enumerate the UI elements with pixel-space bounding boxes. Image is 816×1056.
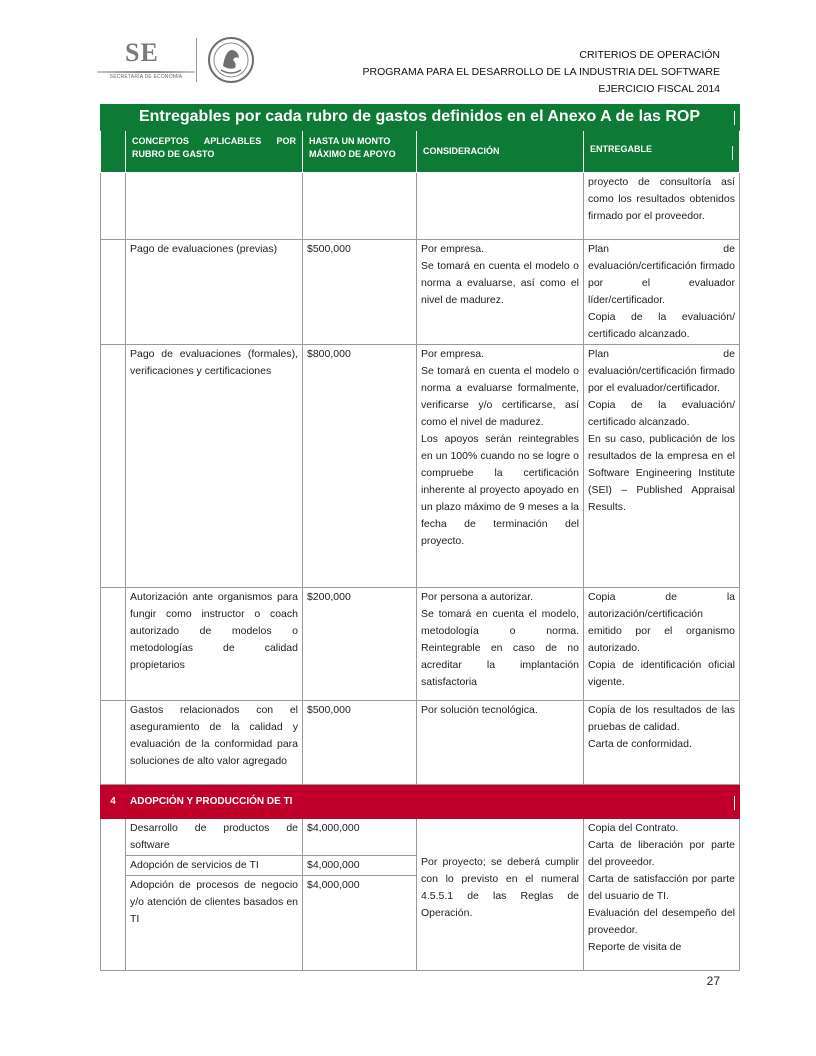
consideracion-text: Por proyecto; se deberá cumplir con lo previsto en el numeral 4.5.5.1 de las Reglas de Operación. xyxy=(421,856,579,919)
consideracion-text: Se tomará en cuenta el modelo, metodología o norma. Reintegrable en caso de no acreditar la implantación satisfactoria xyxy=(421,608,579,688)
document-header xyxy=(363,47,720,98)
consideracion-cell xyxy=(417,819,584,971)
entregable-cell xyxy=(584,588,740,701)
table-row xyxy=(101,819,740,856)
monto-cell: $500,000 xyxy=(303,701,417,785)
entregable-text: proyecto de consultoría así como los resultados obtenidos firmado por el proveedor. xyxy=(588,176,735,222)
entregable-text: Copia de la evaluación/ certificado alcanzado. xyxy=(588,399,735,428)
consideracion-cell xyxy=(417,240,584,345)
row-num-cell xyxy=(101,345,126,588)
row-num-cell xyxy=(101,819,126,971)
entregable-text: Reporte de visita de xyxy=(588,941,682,953)
table-row xyxy=(101,588,740,701)
monto-cell xyxy=(303,173,417,240)
concepto-cell: Autorización ante organismos para fungir como instructor o coach autorizado de modelos o metodologías de calidad propietarios xyxy=(126,588,303,701)
entregable-cell xyxy=(584,819,740,971)
header-line-2: PROGRAMA PARA EL DESARROLLO DE LA INDUSTRIA DEL SOFTWARE xyxy=(362,66,720,78)
consideracion-text: Se tomará en cuenta el modelo o norma a evaluarse formalmente, verificarse y/o certificarse, así como el nivel de madurez. xyxy=(421,365,579,428)
entregable-text: Copia de la evaluación/ certificado alcanzado. xyxy=(588,311,735,340)
section-number: 4 xyxy=(101,785,126,819)
entregable-text: Copia del Contrato. xyxy=(588,822,679,834)
column-header-row xyxy=(101,131,740,173)
section-label-cell xyxy=(126,785,740,819)
table-title-cell xyxy=(101,105,740,131)
se-logo-text: SE xyxy=(125,38,159,67)
monto-cell: $4,000,000 xyxy=(303,819,417,856)
page-number: 27 xyxy=(706,974,720,988)
column-header-entregable-label: ENTREGABLE xyxy=(590,144,653,154)
section-marker xyxy=(734,796,735,810)
consideracion-cell xyxy=(417,173,584,240)
entregable-text: Carta de satisfacción por parte del usuario de TI. xyxy=(588,873,735,902)
entregable-text: Evaluación del desempeño del proveedor. xyxy=(588,907,735,936)
entregable-text: Carta de liberación por parte del proveedor. xyxy=(588,839,735,868)
table-row xyxy=(101,345,740,588)
column-header-entregable xyxy=(584,131,740,173)
concepto-cell: Gastos relacionados con el aseguramiento de la calidad y evaluación de la conformidad para soluciones de alto valor agregado xyxy=(126,701,303,785)
consideracion-cell xyxy=(417,701,584,785)
entregable-text: En su caso, publicación de los resultados de la empresa en el Software Engineering Institute (SEI) – Published Appraisal Results. xyxy=(588,433,735,513)
table-row xyxy=(101,240,740,345)
se-logo xyxy=(97,38,195,80)
se-logo-subtitle: SECRETARÍA DE ECONOMÍA xyxy=(109,74,183,80)
entregable-text: Copia de la autorización/certificación emitido por el organismo autorizado. xyxy=(588,591,735,654)
header-marker xyxy=(732,146,733,160)
monto-cell: $4,000,000 xyxy=(303,876,417,971)
header-line-3: EJERCICIO FISCAL 2014 xyxy=(598,83,720,95)
monto-cell: $800,000 xyxy=(303,345,417,588)
consideracion-cell xyxy=(417,588,584,701)
consideracion-text: Por empresa. xyxy=(421,243,485,255)
column-header-num xyxy=(101,131,126,173)
concepto-cell: Pago de evaluaciones (formales), verificaciones y certificaciones xyxy=(126,345,303,588)
section-label: ADOPCIÓN Y PRODUCCIÓN DE TI xyxy=(130,796,293,807)
concepto-cell: Adopción de servicios de TI xyxy=(126,856,303,876)
concepto-cell xyxy=(126,173,303,240)
section-header-row xyxy=(101,785,740,819)
concepto-cell: Pago de evaluaciones (previas) xyxy=(126,240,303,345)
entregable-cell xyxy=(584,345,740,588)
table-row xyxy=(101,701,740,785)
entregable-text: Copia de los resultados de las pruebas de calidad. xyxy=(588,704,735,733)
mexico-seal-icon xyxy=(207,36,255,84)
consideracion-cell xyxy=(417,345,584,588)
entregables-table xyxy=(100,104,740,971)
consideracion-text: Por solución tecnológica. xyxy=(421,704,538,716)
monto-cell: $200,000 xyxy=(303,588,417,701)
row-num-cell xyxy=(101,240,126,345)
column-header-monto: HASTA UN MONTO MÁXIMO DE APOYO xyxy=(303,131,417,173)
entregable-text: Plan de evaluación/certificación firmado por el evaluador líder/certificador. xyxy=(588,243,735,306)
consideracion-text: Los apoyos serán reintegrables en un 100% cuando no se logre o compruebe la certificación inherente al proyecto apoyado en un plazo máximo de 9 meses a la fecha de terminación del proyecto. xyxy=(421,433,579,547)
row-num-cell xyxy=(101,173,126,240)
entregable-cell xyxy=(584,240,740,345)
table-title: Entregables por cada rubro de gastos definidos en el Anexo A de las ROP xyxy=(138,108,700,125)
monto-cell: $4,000,000 xyxy=(303,856,417,876)
entregable-cell xyxy=(584,173,740,240)
row-num-cell xyxy=(101,588,126,701)
entregable-cell xyxy=(584,701,740,785)
column-header-concepto: CONCEPTOS APLICABLES POR RUBRO DE GASTO xyxy=(126,131,303,173)
consideracion-text: Por empresa. xyxy=(421,348,485,360)
entregable-text: Plan de evaluación/certificación firmado por el evaluador/certificador. xyxy=(588,348,735,394)
header-line-1: CRITERIOS DE OPERACIÓN xyxy=(579,49,720,61)
consideracion-text: Se tomará en cuenta el modelo o norma a evaluarse, así como el nivel de madurez. xyxy=(421,260,579,306)
row-num-cell xyxy=(101,701,126,785)
entregable-text: Copia de identificación oficial vigente. xyxy=(588,659,735,688)
monto-cell: $500,000 xyxy=(303,240,417,345)
column-header-consideracion: CONSIDERACIÓN xyxy=(417,131,584,173)
consideracion-text: Por persona a autorizar. xyxy=(421,591,534,603)
se-logo-line xyxy=(97,71,195,73)
entregable-text: Carta de conformidad. xyxy=(588,738,692,750)
logo-divider xyxy=(196,38,197,82)
table-row xyxy=(101,173,740,240)
table-title-row xyxy=(101,105,740,131)
title-marker xyxy=(734,111,735,125)
concepto-cell: Desarrollo de productos de software xyxy=(126,819,303,856)
concepto-cell: Adopción de procesos de negocio y/o atención de clientes basados en TI xyxy=(126,876,303,971)
